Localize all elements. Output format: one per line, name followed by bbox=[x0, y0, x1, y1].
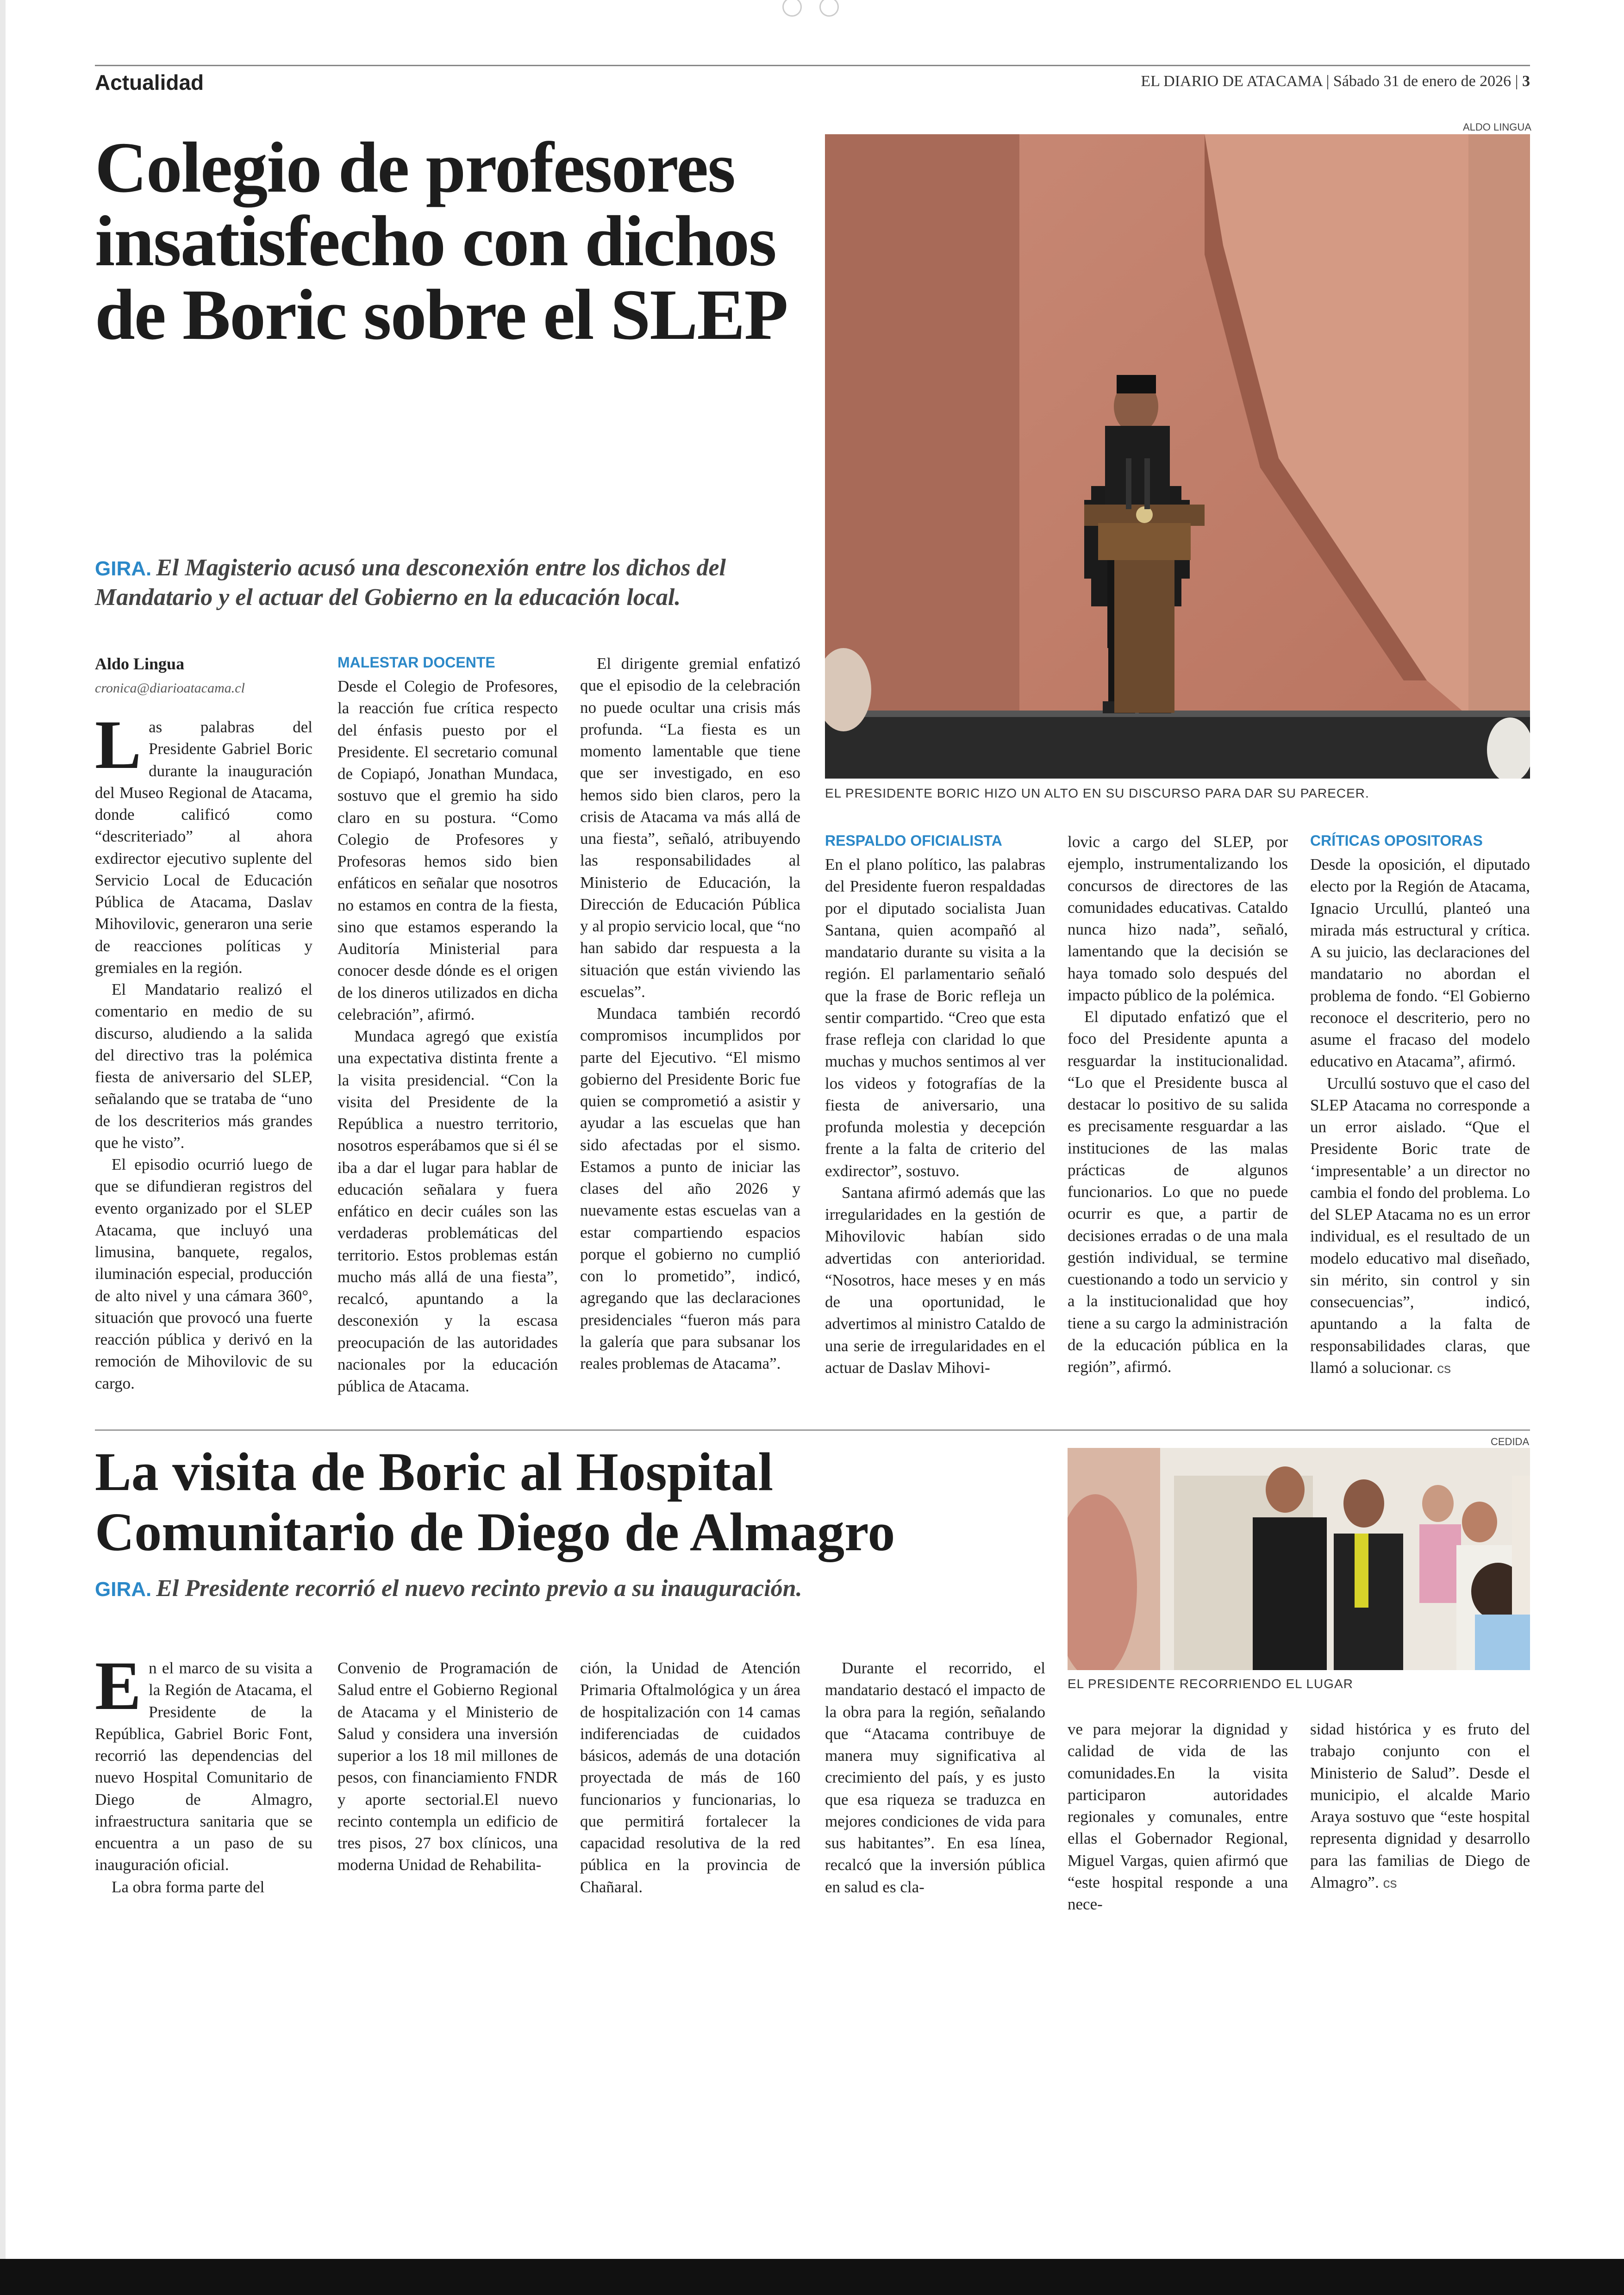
article1-col2-p2: Mundaca agregó que existía una expectativa distinta frente a la visita presidencial. “Con la visita del Presidente de la República a nuestro territorio, nosotros esperábamos que si él se iba a dar el lugar para hablar de educación señalara y fuera enfático en decir cuáles son las verdaderas problemáticas del territorio. Estos problemas están mucho más allá de una fiesta”, recalcó, apuntando a la desconexión y la escasa preocupación de las autoridades nacionales por la educación pública de Atacama. bbox=[337, 1027, 558, 1396]
article1-dropcap: L bbox=[95, 706, 142, 784]
article1-col4 bbox=[825, 831, 1045, 1378]
article-divider bbox=[95, 1429, 1530, 1431]
end-mark-icon: cs bbox=[1383, 1875, 1397, 1891]
article1-col4-p1: En el plano político, las palabras del Presidente fueron respaldadas por el diputado socialista Juan Santana, quien acompañó al mandatario durante su visita a la región. El parlamentario señaló que la frase de Boric refleja un sentir compartido. “Creo que esta frase refleja con claridad lo que muchas y muchos sentimos al ver los videos y fotografías de la fiesta de aniversario, una profunda molestia y decepción frente a la falta de criterio del exdirector”, sostuvo. bbox=[825, 855, 1045, 1180]
article2-col1 bbox=[95, 1647, 312, 1898]
article1-col1-p1 bbox=[95, 706, 312, 979]
article1-email: cronica@diarioatacama.cl bbox=[95, 680, 245, 696]
scan-edge bbox=[0, 0, 6, 2295]
article1-col6 bbox=[1310, 831, 1530, 1378]
article2-deck-text: El Presidente recorrió el nuevo recinto previo a su inauguración. bbox=[156, 1575, 802, 1602]
article1-col2 bbox=[337, 653, 558, 1397]
article2-col1-p2: La obra forma parte del bbox=[112, 1877, 265, 1896]
article2-col5 bbox=[1068, 1718, 1288, 1915]
article2-col3 bbox=[580, 1657, 800, 1898]
article1-col1-p1-text: as palabras del Presidente Gabriel Boric durante la inauguración del Museo Regional de Atacama, donde calificó como “descriteriado” al ahora exdirector ejecutivo suplente del Servicio Local de Educación Pública de Atacama, Daslav Mihovilovic, generaron una serie de reacciones políticas y gremiales en la región. bbox=[95, 718, 312, 977]
article2-col2 bbox=[337, 1657, 558, 1876]
article1-col5 bbox=[1068, 831, 1288, 1378]
article1-deck bbox=[95, 553, 808, 613]
issue-date: Sábado 31 de enero de 2026 bbox=[1333, 73, 1512, 90]
article2-deck bbox=[95, 1574, 1021, 1603]
article1-col5-p2: El diputado enfatizó que el foco del Presidente apunta a resguardar la institucionalidad. “Lo que el Presidente busca al destacar lo positivo de su salida es precisamente resguardar a las instituciones de las malas prácticas de algunos funcionarios. Lo que no puede ocurrir es que, a partir de decisiones erradas o de una mala gestión individual, se termine cuestionando a todo un servicio y a la institucionalidad que hoy tiene a su cargo la administración de la educación pública en la región”, afirmó. bbox=[1068, 1008, 1288, 1376]
article2-headline: La visita de Boric al Hospital Comunitario de Diego de Almagro bbox=[95, 1441, 895, 1562]
article1-col6-p2-text: Urcullú sostuvo que el caso del SLEP Atacama no corresponde a un error aislado. “Que el Presidente Boric trate de ‘impresentable’ a un director no cambia el fondo del problema. Lo del SLEP Atacama no es un error individual, es el resultado de un modelo educativo mal diseñado, sin mérito, sin control y sin consecuencias”, indicó, apuntando a la falta de responsabilidades claras, que llamó a solucionar. bbox=[1310, 1074, 1530, 1377]
article2-col3-p1: ción, la Unidad de Atención Primaria Oftalmológica y un área de hospitalización con 14 camas indiferenciadas de cuidados básicos, además de una dotación proyectada de más de 160 funcionarios y funcionarias, lo que permitirá fortalecer la capacidad resolutiva de la red pública en la provincia de Chañaral. bbox=[580, 1659, 800, 1896]
prev-page-icon[interactable] bbox=[782, 0, 802, 17]
article1-photo bbox=[825, 134, 1530, 779]
next-page-icon[interactable] bbox=[819, 0, 839, 17]
article1-col4-p2: Santana afirmó además que las irregularidades en la gestión de Mihovilovic habían sido advertidas con anterioridad. “Nosotros, hace meses y en más de una oportunidad, le advertimos al ministro Cataldo de una serie de irregularidades en el actuar de Daslav Mihovi- bbox=[825, 1183, 1045, 1377]
article2-col4-p1: Durante el recorrido, el mandatario destacó el impacto de la obra para la región, señalando que “Atacama contribuye de manera muy significativa al crecimiento del país, y es justo que esa riqueza se traduzca en mejores condiciones de vida para sus habitantes”. En esa línea, recalcó que la inversión pública en salud es cla- bbox=[825, 1659, 1045, 1896]
boric-speech-photo bbox=[825, 134, 1530, 779]
viewer-bottom-bar bbox=[0, 2259, 1624, 2295]
article1-headline: Colegio de profesores insatisfecho con dichos de Boric sobre el SLEP bbox=[95, 127, 787, 355]
article2-col1-p1-text: n el marco de su visita a la Región de Atacama, el Presidente de la República, Gabriel Boric Font, recorrió las dependencias del nuevo Hospital Comunitario de Diego de Almagro, infraestructura sanitaria que se encuentra a un paso de su inauguración oficial. bbox=[95, 1659, 312, 1874]
article2-col6-p1 bbox=[1310, 1718, 1530, 1893]
article1-photo-credit: ALDO LINGUA bbox=[1463, 121, 1531, 133]
article1-col1-p3: El episodio ocurrió luego de que se difundieran registros del evento organizado por el SLEP Atacama, que incluyó una limusina, banquete, regalos, iluminación especial, producción de alto nivel y una cámara 360°, situación que provocó una fuerte reacción pública y derivó en la remoción de Mihovilovic de su cargo. bbox=[95, 1155, 312, 1392]
page-header bbox=[95, 65, 1530, 99]
article1-subhead-criticas: CRÍTICAS OPOSITORAS bbox=[1310, 832, 1483, 849]
article2-photo-caption: EL PRESIDENTE RECORRIENDO EL LUGAR bbox=[1068, 1677, 1353, 1691]
article1-col3 bbox=[580, 653, 800, 1374]
article1-col1-p2: El Mandatario realizó el comentario en medio de su discurso, aludiendo a la salida del directivo tras la polémica fiesta de aniversario del SLEP, señalando que se trataba de “uno de los descriterios más grandes que he visto”. bbox=[95, 980, 312, 1152]
article1-subhead-respaldo: RESPALDO OFICIALISTA bbox=[825, 832, 1002, 849]
article1-col5-p1: lovic a cargo del SLEP, por ejemplo, instrumentalizando los concursos de directores de las comunidades educativas. Cataldo nunca hizo nada”, señaló, lamentando que la decisión se haya tomado solo después del impacto público de la polémica. bbox=[1068, 833, 1288, 1004]
article1-subhead-malestar: MALESTAR DOCENTE bbox=[337, 654, 495, 671]
hospital-visit-photo bbox=[1068, 1448, 1530, 1670]
article1-col3-p1: El dirigente gremial enfatizó que el episodio de la celebración no puede ocultar una crisis más profunda. “La fiesta es un momento lamentable que tiene que ser investigado, en eso hemos sido bien claros, pero la crisis de Atacama va más allá de una fiesta”, señaló, atribuyendo las responsabilidades al Ministerio de Educación, la Dirección de Educación Pública y al propio servicio local, que “no han sabido dar respuesta a la situación que están viviendo las escuelas”. bbox=[580, 655, 800, 1001]
article2-photo-credit: CEDIDA bbox=[1491, 1436, 1530, 1447]
article1-col6-p2 bbox=[1310, 1073, 1530, 1379]
article1-col6-p1: Desde la oposición, el diputado electo por la Región de Atacama, Ignacio Urcullú, planteó una mirada más estructural y crítica. A su juicio, las declaraciones del mandatario no abordan el problema de fondo. “El Gobierno reconoce el descriterio, pero no asume el fracaso del modelo educativo en Atacama”, afirmó. bbox=[1310, 855, 1530, 1071]
article2-col1-p1 bbox=[95, 1647, 312, 1876]
article1-photo-caption: EL PRESIDENTE BORIC HIZO UN ALTO EN SU DISCURSO PARA DAR SU PARECER. bbox=[825, 786, 1369, 800]
end-mark-icon: cs bbox=[1437, 1360, 1451, 1376]
article2-col6-p1-text: sidad histórica y es fruto del trabajo conjunto con el Ministerio de Salud”. Desde el municipio, el alcalde Mario Araya sostuvo que “este hospital representa dignidad y desarrollo para las familias de Diego de Almagro”. bbox=[1310, 1720, 1530, 1891]
article2-photo bbox=[1068, 1448, 1530, 1670]
article1-col1 bbox=[95, 653, 312, 1394]
newspaper-name: EL DIARIO DE ATACAMA bbox=[1141, 73, 1323, 90]
article2-col2-p1: Convenio de Programación de Salud entre el Gobierno Regional de Atacama y el Ministerio de Salud y considera una inversión superior a los 18 mil millones de pesos, con financiamiento FNDR y aporte sectorial.El nuevo recinto contempla un edificio de tres pisos, 27 box clínicos, una moderna Unidad de Rehabilita- bbox=[337, 1659, 558, 1874]
article2-kicker: GIRA. bbox=[95, 1578, 152, 1601]
article1-deck-text: El Magisterio acusó una desconexión entre los dichos del Mandatario y el actuar del Gobierno en la educación local. bbox=[95, 555, 726, 611]
page-nav bbox=[782, 0, 843, 13]
page-number: 3 bbox=[1522, 73, 1530, 90]
section-label: Actualidad bbox=[95, 70, 204, 94]
article2-col5-p1: ve para mejorar la dignidad y calidad de vida de las comunidades.En la visita participaron autoridades regionales y comunales, entre ellas el Gobernador Regional, Miguel Vargas, quien afirmó que “este hospital responde a una nece- bbox=[1068, 1720, 1288, 1913]
folio: EL DIARIO DE ATACAMA | Sábado 31 de enero de 2026 | 3 bbox=[1141, 73, 1530, 90]
article1-col3-p2: Mundaca también recordó compromisos incumplidos por parte del Ejecutivo. “El mismo gobierno del Presidente Boric fue quien se comprometió a asistir y ayudar a las escuelas que han sido afectadas por el sismo. Estamos a punto de iniciar las clases del año 2026 y nuevamente estas escuelas van a estar compartiendo espacios porque el gobierno no cumplió con lo prometido”, indicó, agregando que las declaraciones presidenciales “fueron más para la galería que para subsanar los reales problemas de Atacama”. bbox=[580, 1004, 800, 1372]
article2-col4 bbox=[825, 1657, 1045, 1898]
article2-dropcap: E bbox=[95, 1647, 142, 1724]
article1-kicker: GIRA. bbox=[95, 557, 152, 580]
article1-author: Aldo Lingua bbox=[95, 655, 185, 673]
article2-col6 bbox=[1310, 1718, 1530, 1893]
article1-col2-p1: Desde el Colegio de Profesores, la reacción fue crítica respecto del énfasis puesto por el Presidente. El secretario comunal de Copiapó, Jonathan Mundaca, sostuvo que el gremio ha sido claro en su postura. “Como Colegio de Profesores y Profesoras hemos sido bien enfáticos en señalar que nosotros no estamos en contra de la fiesta, sino que estamos esperando la Auditoría Ministerial para conocer desde dónde es el origen de los dineros utilizados en dicha celebración”, afirmó. bbox=[337, 677, 558, 1023]
